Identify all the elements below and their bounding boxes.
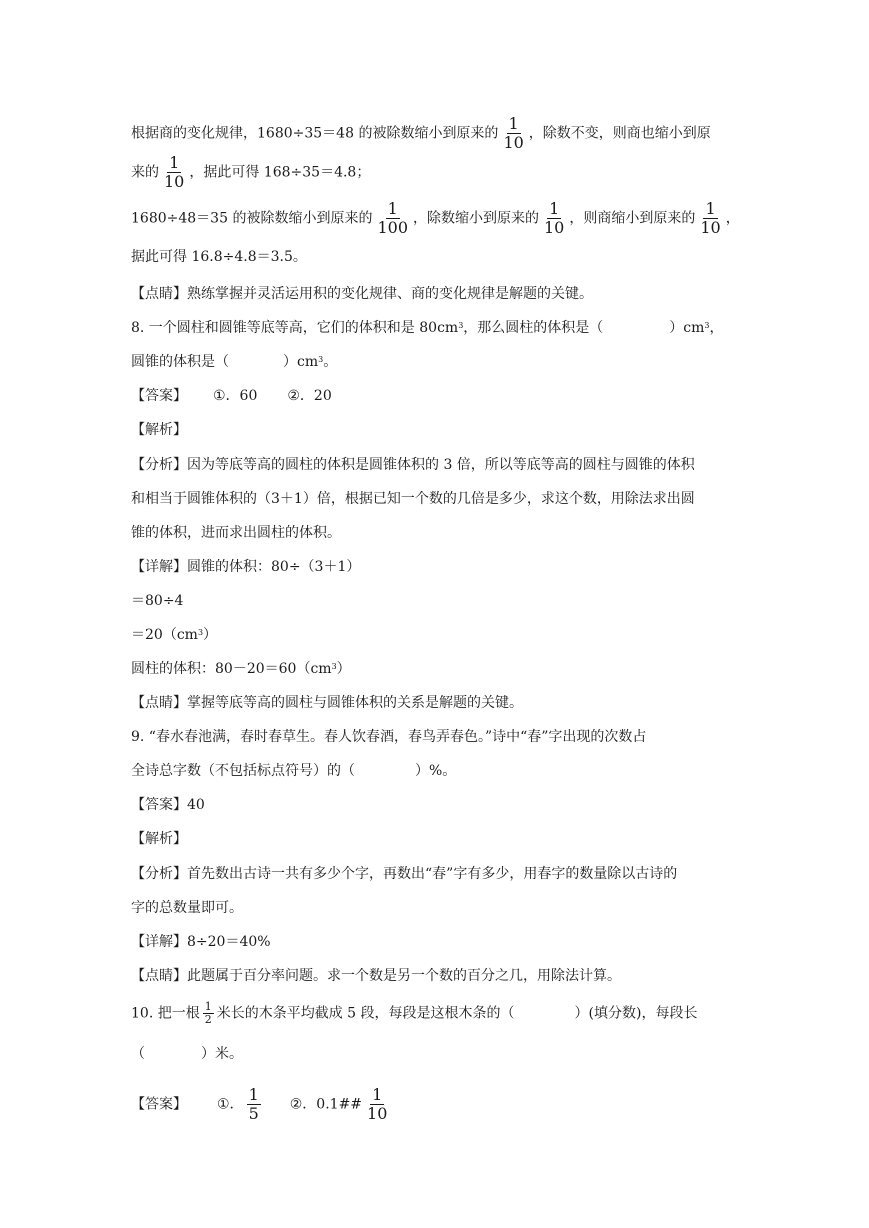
- numerator: 1: [372, 1085, 383, 1104]
- question-9: 9. “春水春池满，春时春草生。春人饮春酒，春鸟弄春色。”诗中“春”字出现的次数占: [131, 729, 647, 745]
- numerator: 1: [705, 199, 716, 218]
- detail-line: [131, 659, 351, 679]
- text: ）: [203, 627, 218, 643]
- analysis-heading: 【解析】: [131, 422, 187, 438]
- superscript: 3: [704, 321, 710, 330]
- answer-value: ①．60: [213, 388, 258, 404]
- fraction: [375, 200, 410, 237]
- text: ，那么圆柱的体积是（: [463, 320, 604, 336]
- answer-value: ②．0.1##: [289, 1096, 363, 1113]
- detail-line: 【详解】8÷20＝40%: [131, 934, 271, 950]
- denominator: 2: [204, 1013, 212, 1026]
- text: ）cm: [283, 354, 319, 370]
- numerator: 1: [169, 153, 180, 172]
- text: ）米。: [201, 1046, 243, 1062]
- key-point: 【点睛】此题属于百分率问题。求一个数是另一个数的百分之几，用除法计算。: [131, 968, 621, 984]
- question-9-cont: [131, 761, 456, 781]
- key-point: 【点睛】熟练掌握并灵活运用积的变化规律、商的变化规律是解题的关键。: [131, 286, 593, 302]
- numerator: 1: [248, 1085, 259, 1104]
- answer-label: 【答案】: [131, 1096, 187, 1113]
- answer-label: 【答案】: [131, 388, 187, 404]
- text: 10. 把一根: [131, 1005, 200, 1022]
- text: 米长的木条平均截成 5 段，每段是这根木条的（: [216, 1005, 515, 1022]
- text: （: [131, 1046, 145, 1062]
- text: ）(填分数)，每段长: [574, 1005, 698, 1022]
- detail-line: ＝80÷4: [131, 593, 184, 609]
- text: 来的: [131, 164, 159, 181]
- denominator: 10: [700, 218, 721, 237]
- text: ，除数缩小到原来的: [413, 210, 539, 227]
- denominator: 5: [248, 1104, 259, 1123]
- text: ＝20（cm: [131, 627, 198, 643]
- fraction: [162, 154, 186, 191]
- answer-value: ②．20: [287, 388, 332, 404]
- text: ，除数不变，则商也缩小到原: [528, 125, 711, 142]
- text: ）cm: [669, 320, 705, 336]
- text: 根据商的变化规律，1680÷35＝48 的被除数缩小到原来的: [131, 125, 499, 142]
- superscript: 3: [458, 321, 464, 330]
- denominator: 10: [503, 133, 524, 152]
- superscript: 3: [197, 628, 204, 637]
- analysis-line: 和相当于圆锥体积的（3＋1）倍，根据已知一个数的几倍是多少，求这个数，用除法求出圆: [131, 491, 695, 507]
- text: 1680÷48＝35 的被除数缩小到原来的: [131, 210, 373, 227]
- text: ，则商缩小到原来的: [569, 210, 696, 227]
- denominator: 100: [377, 218, 408, 237]
- text: 全诗总字数（不包括标点符号）的（: [131, 763, 355, 779]
- question-8: [131, 318, 724, 338]
- question-8-cont: [131, 352, 337, 372]
- answer-value: ①．: [217, 1096, 244, 1113]
- text: ）%。: [415, 763, 457, 779]
- solution-line: [131, 200, 740, 237]
- analysis-line: 字的总数量即可。: [131, 900, 243, 916]
- text: ，: [709, 320, 724, 336]
- fraction: [365, 1086, 389, 1123]
- numerator: 1: [549, 199, 560, 218]
- text: 圆锥的体积是（: [131, 354, 229, 370]
- answer-10: [131, 1086, 392, 1123]
- numerator: 1: [387, 199, 398, 218]
- superscript: 3: [318, 355, 324, 364]
- numerator: 1: [508, 114, 519, 133]
- question-10-cont: [131, 1044, 243, 1064]
- text: ，据此可得 168÷35＝4.8；: [189, 164, 371, 181]
- detail-line: 【详解】圆锥的体积：80÷（3＋1）: [131, 559, 361, 575]
- analysis-line: 【分析】因为等底等高的圆柱的体积是圆锥体积的 3 倍，所以等底等高的圆柱与圆锥的体积: [131, 457, 695, 473]
- solution-line: 据此可得 16.8÷4.8＝3.5。: [131, 249, 307, 265]
- fraction: [203, 1001, 214, 1026]
- denominator: 10: [164, 172, 185, 191]
- fraction: [698, 200, 722, 237]
- text: 。: [323, 354, 338, 370]
- question-10: [131, 1001, 697, 1026]
- denominator: 10: [367, 1104, 388, 1123]
- answer-9: 【答案】40: [131, 797, 205, 813]
- solution-line: [131, 115, 711, 152]
- analysis-line: 【分析】首先数出古诗一共有多少个字，再数出“春”字有多少，用春字的数量除以古诗的: [131, 866, 678, 882]
- analysis-line: 锥的体积，进而求出圆柱的体积。: [131, 525, 341, 541]
- fraction: [542, 200, 566, 237]
- answer-8: [131, 386, 332, 406]
- solution-line: [131, 154, 370, 191]
- superscript: 3: [331, 662, 337, 671]
- text: 圆柱的体积：80－20＝60（cm: [131, 661, 332, 677]
- text: 8. 一个圆柱和圆锥等底等高，它们的体积和是 80cm: [131, 320, 459, 336]
- detail-line: [131, 625, 217, 645]
- analysis-heading: 【解析】: [131, 831, 187, 847]
- numerator: 1: [204, 1000, 212, 1013]
- key-point: 【点睛】掌握等底等高的圆柱与圆锥体积的关系是解题的关键。: [131, 695, 523, 711]
- fraction: [501, 115, 525, 152]
- fraction: [247, 1086, 261, 1123]
- text: ）: [336, 661, 351, 677]
- text: ，: [725, 210, 740, 227]
- denominator: 10: [544, 218, 565, 237]
